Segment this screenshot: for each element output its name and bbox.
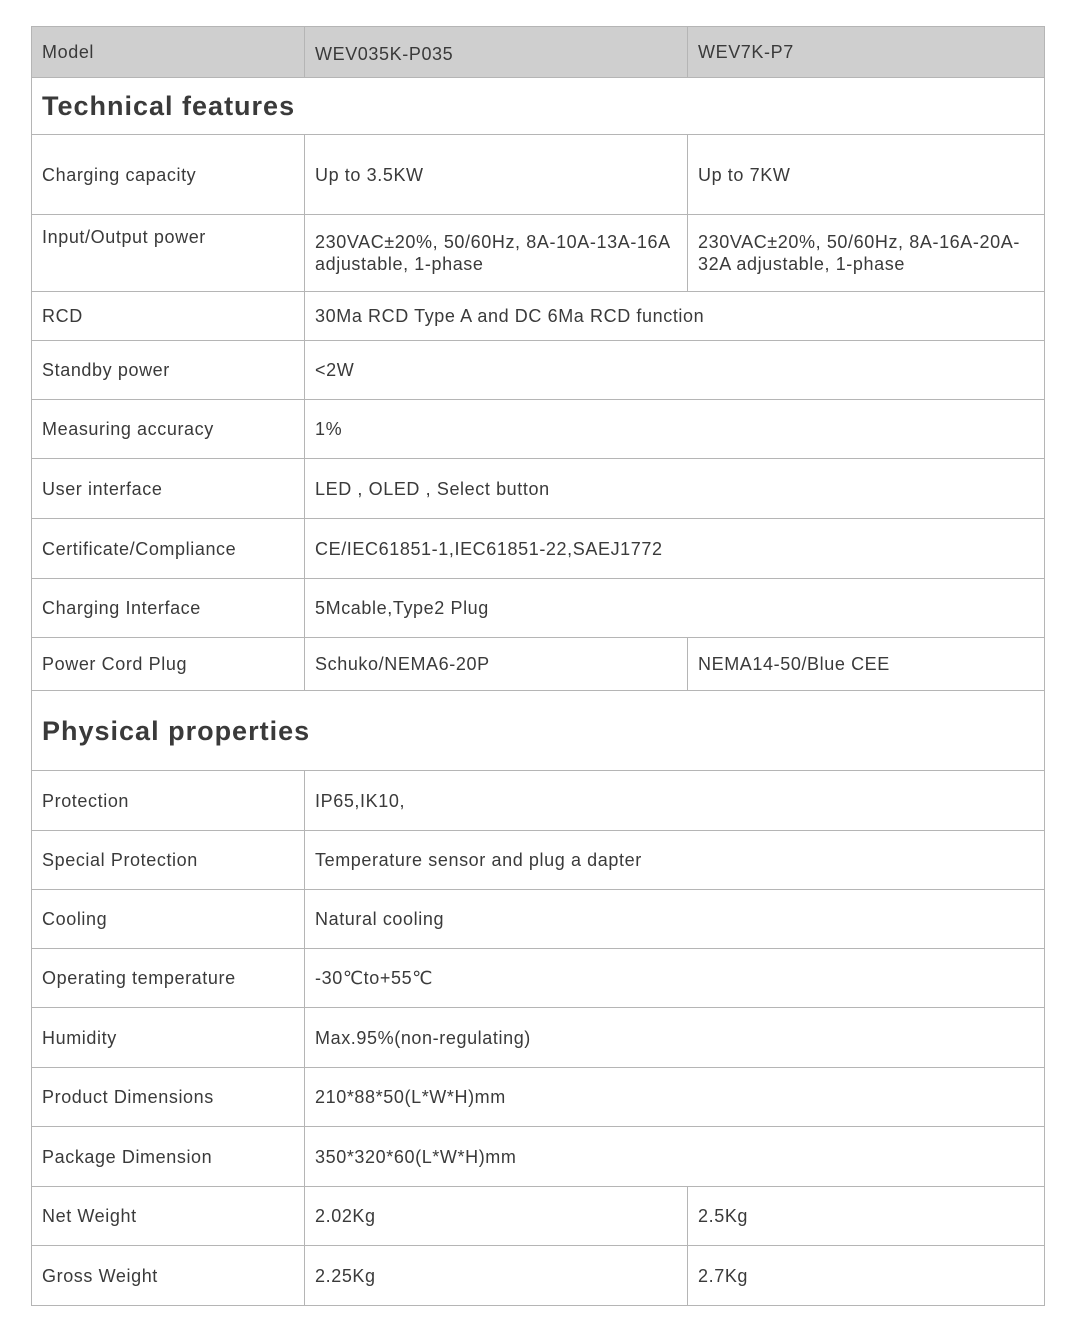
- row-label: RCD: [32, 292, 305, 341]
- model-name-2: WEV7K-P7: [688, 27, 1045, 78]
- row-label: Product Dimensions: [32, 1068, 305, 1127]
- row-label: Net Weight: [32, 1187, 305, 1246]
- row-value: 2.02Kg: [305, 1187, 688, 1246]
- row-label: Standby power: [32, 341, 305, 400]
- table-row: [32, 1246, 1045, 1306]
- row-value: 2.7Kg: [688, 1246, 1045, 1306]
- table-row: [32, 1127, 1045, 1187]
- model-label: Model: [32, 27, 305, 78]
- row-value: Natural cooling: [305, 890, 1045, 949]
- row-label: Certificate/Compliance: [32, 519, 305, 579]
- row-value: 210*88*50(L*W*H)mm: [305, 1068, 1045, 1127]
- row-value: 1%: [305, 400, 1045, 459]
- row-value: Temperature sensor and plug a dapter: [305, 831, 1045, 890]
- row-value: 2.25Kg: [305, 1246, 688, 1306]
- row-value: 30Ma RCD Type A and DC 6Ma RCD function: [305, 292, 1045, 341]
- row-value: 2.5Kg: [688, 1187, 1045, 1246]
- row-value: LED , OLED , Select button: [305, 459, 1045, 519]
- table-row: [32, 341, 1045, 400]
- table-row: [32, 949, 1045, 1008]
- table-row: [32, 1187, 1045, 1246]
- section-row: [32, 78, 1045, 135]
- row-value: NEMA14-50/Blue CEE: [688, 638, 1045, 691]
- row-label: Protection: [32, 771, 305, 831]
- section-title: Physical properties: [32, 691, 1045, 771]
- row-value: Schuko/NEMA6-20P: [305, 638, 688, 691]
- table-row: [32, 831, 1045, 890]
- row-label: Power Cord Plug: [32, 638, 305, 691]
- row-value: Up to 7KW: [688, 135, 1045, 215]
- table-row: [32, 1068, 1045, 1127]
- table-row: [32, 400, 1045, 459]
- table-row: [32, 579, 1045, 638]
- spec-table: [31, 26, 1045, 1306]
- row-label: Measuring accuracy: [32, 400, 305, 459]
- table-row: [32, 519, 1045, 579]
- table-row: [32, 890, 1045, 949]
- row-value: CE/IEC61851-1,IEC61851-22,SAEJ1772: [305, 519, 1045, 579]
- row-label: Humidity: [32, 1008, 305, 1068]
- row-value: Up to 3.5KW: [305, 135, 688, 215]
- table-row: [32, 135, 1045, 215]
- table-row: [32, 459, 1045, 519]
- table-row: [32, 638, 1045, 691]
- row-label: Package Dimension: [32, 1127, 305, 1187]
- row-value: 5Mcable,Type2 Plug: [305, 579, 1045, 638]
- row-label: Operating temperature: [32, 949, 305, 1008]
- row-label: Cooling: [32, 890, 305, 949]
- row-label: Charging Interface: [32, 579, 305, 638]
- row-label: Gross Weight: [32, 1246, 305, 1306]
- row-value: Max.95%(non-regulating): [305, 1008, 1045, 1068]
- row-label: Special Protection: [32, 831, 305, 890]
- row-value: 230VAC±20%, 50/60Hz, 8A-16A-20A-32A adjustable, 1-phase: [688, 215, 1045, 292]
- table-row: [32, 771, 1045, 831]
- row-value: -30℃to+55℃: [305, 949, 1045, 1008]
- table-row: [32, 215, 1045, 292]
- table-row: [32, 1008, 1045, 1068]
- model-name-1: WEV035K-P035: [305, 27, 688, 78]
- row-value: 350*320*60(L*W*H)mm: [305, 1127, 1045, 1187]
- section-title: Technical features: [32, 78, 1045, 135]
- row-label: Charging capacity: [32, 135, 305, 215]
- table-row: [32, 292, 1045, 341]
- row-value: IP65,IK10,: [305, 771, 1045, 831]
- row-value: 230VAC±20%, 50/60Hz, 8A-10A-13A-16A adjustable, 1-phase: [305, 215, 688, 292]
- header-row: [32, 27, 1045, 78]
- section-row: [32, 691, 1045, 771]
- row-value: <2W: [305, 341, 1045, 400]
- row-label: User interface: [32, 459, 305, 519]
- row-label: Input/Output power: [32, 215, 305, 292]
